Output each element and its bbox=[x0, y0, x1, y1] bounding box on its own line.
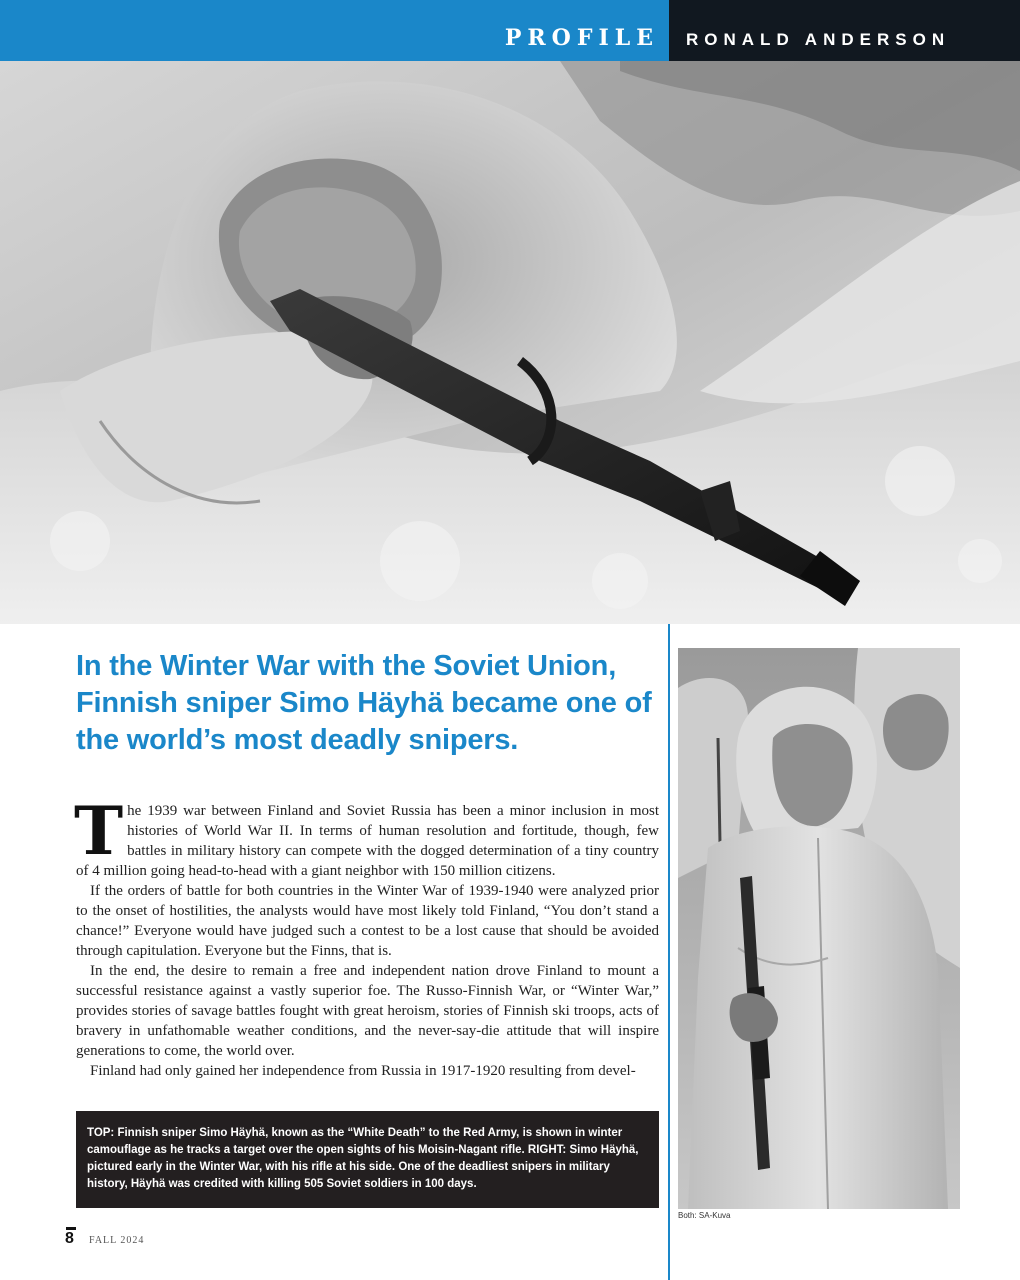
article-paragraph-1: The 1939 war between Finland and Soviet Russia has been a minor inclusion in most histories of World War II. In terms of human resolution and fortitude, though, few battles in military history can compete with the dogged determination of a tiny country of 4 million going head-to-head with a giant neighbor with 150 million citizens. bbox=[74, 792, 659, 879]
article-body bbox=[74, 792, 659, 1081]
photo-credit: Both: SA-Kuva bbox=[678, 1211, 731, 1220]
column-divider bbox=[668, 624, 670, 1280]
side-photo-portrait bbox=[678, 648, 960, 1209]
author-name: RONALD ANDERSON bbox=[686, 30, 951, 49]
issue-label: FALL 2024 bbox=[89, 1235, 145, 1246]
photo-caption: TOP: Finnish sniper Simo Häyhä, known as the “White Death” to the Red Army, is shown in winter camouflage as he tracks a target over the open sights of his Moisin-Nagant rifle. RIGHT: Simo Häyhä, pictured early in the Winter War, with his rifle at his side. One of the deadliest snipers in military history, Häyhä was credited with killing 505 Soviet soldiers in 100 days. bbox=[76, 1111, 659, 1208]
hero-photo-sniper bbox=[0, 61, 1020, 624]
section-label: PROFILE bbox=[504, 25, 659, 51]
page-number: 8 bbox=[65, 1230, 74, 1247]
article-paragraph-3: In the end, the desire to remain a free and independent nation drove Finland to mount a successful resistance against a vastly superior foe. The Russo-Finnish War, or “Winter War,” provides stories of savage battles fought with great heroism, stories of Finnish ski troops, acts of bravery in unfathomable weather conditions, and the never-say-die attitude that will inspire generations to come, the world over. bbox=[76, 963, 659, 1059]
drop-cap: T bbox=[74, 792, 124, 870]
headline: In the Winter War with the Soviet Union, Finnish sniper Simo Häyhä became one of the world’s most deadly snipers. bbox=[76, 650, 652, 756]
article-paragraph-2: If the orders of battle for both countries in the Winter War of 1939-1940 were analyzed prior to the onset of hostilities, the analysts would have most likely told Finland, “You don’t stand a chance!” Everyone would have judged such a contest to be a lost cause that should be avoided through capitulation. Everyone but the Finns, that is. bbox=[76, 883, 659, 959]
article-paragraph-4: Finland had only gained her independence from Russia in 1917-1920 resulting from devel- bbox=[90, 1063, 636, 1079]
